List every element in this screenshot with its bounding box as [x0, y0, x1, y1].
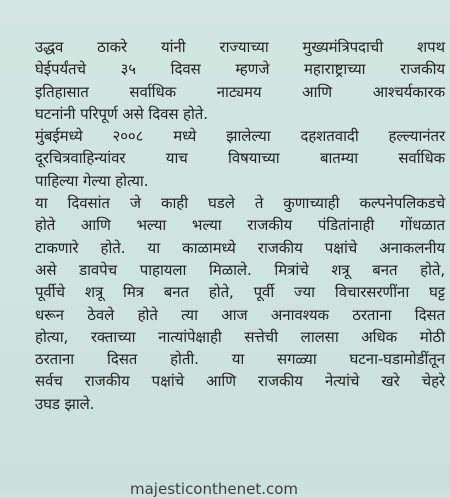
text-line: सर्वच राजकीय पक्षांचे आणि राजकीय नेत्यांचे खरे चेहरे: [35, 372, 445, 391]
text-line: घटनांनी परिपूर्ण असे दिवस होते.: [35, 104, 208, 123]
text-line: मुंबईमध्ये २००८ मध्ये झालेल्या दहशतवादी हल्ल्यानंतर: [35, 127, 445, 146]
text-line: घेईपर्यंतचे ३५ दिवस म्हणजे महाराष्ट्राच्या राजकीय: [35, 60, 445, 79]
blurb-text: [35, 36, 445, 415]
text-line: पूर्वीचे शत्रू मित्र बनत होते, पूर्वी ज्या विचारसरणींना घट्ट: [35, 283, 445, 302]
text-line: इतिहासात सर्वाधिक नाट्यमय आणि आश्चर्यकारक: [35, 82, 445, 101]
text-line: उद्धव ठाकरे यांनी राज्याच्या मुख्यमंत्रिपदाची शपथ: [35, 38, 445, 56]
paragraph-politics: [35, 192, 445, 415]
text-line: दूरचित्रवाहिन्यांवर याच विषयाच्या बातम्या सर्वाधिक: [35, 149, 445, 168]
text-line: या दिवसांत जे काही घडले ते कुणाच्याही कल्पनेपलिकडचे: [35, 194, 445, 213]
text-line: उघड झाले.: [35, 394, 95, 413]
text-line: पाहिल्या गेल्या होत्या.: [35, 171, 149, 190]
paragraph-oath: [35, 36, 445, 125]
text-line: टाकणारे होते. या काळामध्ये राजकीय पक्षांचे अनाकलनीय: [35, 238, 445, 257]
publisher-url: majesticonthenet.com: [130, 480, 299, 498]
text-line: होत्या, रक्ताच्या नात्यांपेक्षाही सत्तेची लालसा अधिक मोठी: [35, 327, 445, 346]
text-line: असे डावपेच पाहायला मिळाले. मित्रांचे शत्रू बनत होते,: [35, 260, 445, 279]
paragraph-media: [35, 125, 445, 192]
text-line: ठरताना दिसत होती. या सगळ्या घटना-घडामोडींतून: [35, 350, 445, 369]
text-line: धरून ठेवले होते त्या आज अनावश्यक ठरताना दिसत: [35, 305, 445, 324]
text-line: होते आणि भल्या भल्या राजकीय पंडितांनाही गोंधळात: [35, 216, 445, 235]
